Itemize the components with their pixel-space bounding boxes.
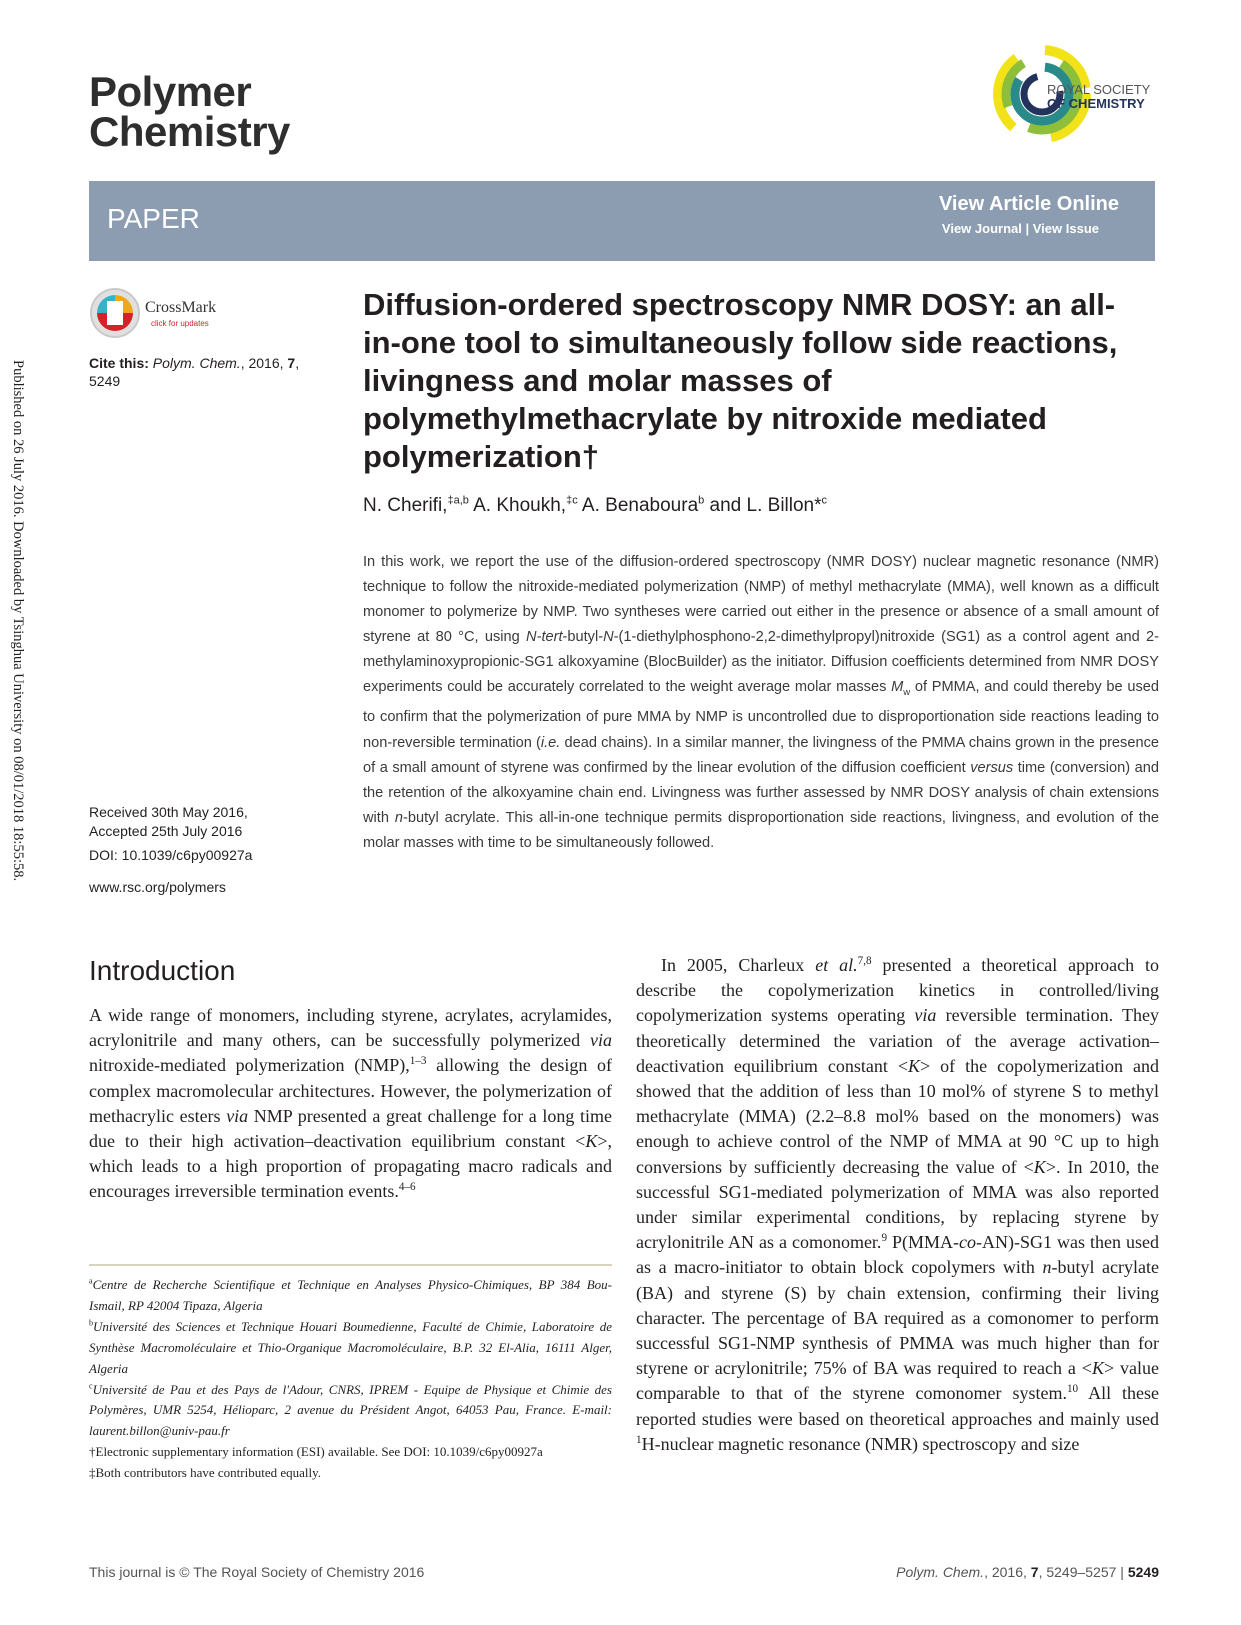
body-italic: et al. [815, 955, 858, 975]
footer-journal: Polym. Chem. [896, 1564, 985, 1580]
body-text: >, which leads to a high proportion of propagating macro radicals and encourages irreversible termination events. [89, 1131, 612, 1202]
body-italic: n [1042, 1257, 1052, 1278]
abstract-italic: i.e. [540, 734, 561, 751]
view-journal-link[interactable]: View Journal [941, 221, 1022, 236]
crossmark-sublabel: click for updates [151, 319, 209, 328]
footnote-divider [89, 1264, 612, 1266]
footnote-marker: c [89, 1381, 93, 1391]
footer-citation [896, 1564, 1159, 1580]
abstract-text: -butyl acrylate. This all-in-one technique permits disproportionation side reactions, livingness, and evolution of the molar masses with time to be simultaneously followed. [363, 809, 1159, 851]
received-date: Received 30th May 2016, [89, 804, 248, 820]
abstract-italic: N-tert [526, 629, 563, 646]
footnote-affiliation-c [89, 1380, 612, 1443]
footnote-text: Centre de Recherche Scientifique et Technique en Analyses Physico-Chimiques, BP 384 Bou-Ismail, RP 42004 Tipaza, Algeria [89, 1277, 612, 1313]
rsc-logo[interactable] [990, 42, 1150, 152]
citation-ref[interactable]: 4–6 [398, 1181, 416, 1194]
footer-pages: , 5249–5257 [1038, 1564, 1117, 1580]
body-text: presented a theoretical approach to describe the copolymerization kinetics in controlled/living copolymerization systems operating [636, 955, 1159, 1026]
footnote-equal-contribution: ‡Both contributors have contributed equally. [89, 1465, 322, 1481]
abstract-text: -(1-diethylphosphono-2,2-dimethylpropyl)nitroxide (SG1) as a control agent and 2-methylaminoxypropionic-SG1 alkoxyamine (BlocBuilder) as the initiator. Diffusion coefficients determined from NMR DOSY experiments could be accurately correlated to the weight average molar masses [363, 629, 1159, 696]
abstract-text: dead chains). In a similar manner, the livingness of the PMMA chains grown in the presence of a small amount of styrene was confirmed by the linear evolution of the diffusion coefficient [363, 734, 1159, 776]
publication-side-note [0, 360, 28, 980]
publication-side-note-text: Published on 26 July 2016. Downloaded by Tsinghua University on 08/01/2018 18:55:58. [10, 360, 26, 882]
body-italic: K [1033, 1156, 1046, 1177]
body-italic: K [1091, 1358, 1104, 1379]
author-4-affil: c [821, 494, 828, 507]
journal-title-line1: Polymer [89, 68, 252, 115]
rsc-logo-line2: OF CHEMISTRY [1047, 96, 1145, 111]
footnote-text: Université des Sciences et Technique Houari Boumedienne, Faculté de Chimie, Laboratoire de Synthèse Macromoléculaire et Thio-Organique Macromoléculaire, B.P. 32 El-Alia, 16111 Alger, Algeria [89, 1318, 612, 1376]
author-2-affil: ‡c [566, 494, 578, 507]
body-text: A wide range of monomers, including styrene, acrylates, acrylamides, acrylonitrile and many others, can be successfully polymerized [89, 1005, 612, 1051]
article-type-label: PAPER [107, 203, 200, 234]
abstract-text: of PMMA, and could thereby be used to confirm that the polymerization of pure MMA by NMP is uncontrolled due to disproportionation side reactions leading to non-reversible termination ( [363, 679, 1159, 751]
journal-web-link[interactable]: www.rsc.org/polymers [89, 879, 226, 895]
footnote-text: Université de Pau et des Pays de l'Adour, CNRS, IPREM - Equipe de Physique et Chimie des Polymères, UMR 5254, Hélioparc, 2 avenue du Président Angot, 64053 Pau, France. E-mail: laurent.billon@univ-pau.fr [89, 1381, 612, 1439]
section-heading-introduction: Introduction [89, 955, 236, 986]
footer-separator: | [1116, 1564, 1128, 1580]
author-3-affil: b [698, 494, 705, 507]
cite-year: , 2016, [240, 355, 288, 371]
rsc-logo-line1: ROYAL SOCIETY [1047, 82, 1150, 97]
footer-page-number: 5249 [1127, 1564, 1159, 1580]
accepted-date: Accepted 25th July 2016 [89, 823, 243, 839]
body-italic: via [226, 1105, 249, 1126]
view-article-online-link[interactable]: View Article Online [938, 193, 1119, 215]
abstract-italic: versus [970, 759, 1014, 776]
body-text: reversible termination. They theoretically determined the variation of the average activation–deactivation equilibrium constant < [636, 1005, 1159, 1076]
footer-volume: 7 [1030, 1564, 1039, 1580]
body-text: > of the copolymerization and showed that the addition of less than 10 mol% of styrene S to methyl methacrylate (MMA) (2.2–8.8 mol% based on the monomers) was enough to achieve control of the NMP of MMA at 90 °C up to high conversions by sufficiently decreasing the value of < [636, 1055, 1159, 1177]
footnote-marker: a [89, 1276, 93, 1286]
body-italic: co [959, 1232, 977, 1253]
cite-prefix: Cite this: [89, 355, 149, 371]
body-text: P(MMA- [887, 1232, 960, 1253]
citation-ref[interactable]: 1–3 [409, 1055, 427, 1068]
cite-volume: 7 [287, 355, 296, 371]
author-1-affil: ‡a,b [447, 494, 469, 507]
body-text: NMP presented a great challenge for a long time due to their high activation–deactivation equilibrium constant < [89, 1105, 612, 1152]
body-text: > value comparable to that of the styrene comonomer system. [636, 1358, 1160, 1404]
body-italic: via [590, 1030, 612, 1051]
footnote-affiliation-a [89, 1275, 612, 1317]
cite-page: 5249 [89, 373, 121, 389]
view-issue-link[interactable]: View Issue [1032, 221, 1099, 236]
body-text: allowing the design of complex macromolecular architectures. However, the polymerization of methacrylic esters [89, 1055, 612, 1126]
footnote-affiliation-b [89, 1317, 612, 1380]
abstract-italic: n [394, 809, 404, 826]
article-title: Diffusion-ordered spectroscopy NMR DOSY: an all-in-one tool to simultaneously follow side reactions, livingness and molar masses of polymethylmethacrylate by nitroxide mediated polymerization† [363, 287, 1118, 474]
cite-sep: , [295, 355, 300, 371]
author-3: A. Benaboura [577, 495, 699, 516]
journal-title [89, 68, 290, 155]
abstract-italic: N [603, 629, 614, 646]
crossmark-label: CrossMark [145, 299, 217, 316]
abstract-text: In this work, we report the use of the diffusion-ordered spectroscopy (NMR DOSY) nuclear magnetic resonance (NMR) technique to follow the nitroxide-mediated polymerization (NMP) of methyl methacrylate (MMA), well known as a difficult monomer to polymerize by NMP. Two syntheses were carried out either in the presence or absence of a small amount of styrene at 80 °C, using [363, 554, 1159, 646]
crossmark-badge[interactable] [89, 287, 229, 339]
citation-ref[interactable]: 10 [1066, 1383, 1079, 1396]
view-links-separator: | [1025, 221, 1030, 236]
author-1: N. Cherifi, [363, 495, 448, 516]
rsc-logo-icon [990, 42, 1150, 152]
abstract [363, 550, 1159, 856]
body-text: All these reported studies were based on theoretical approaches and mainly used [636, 1383, 1159, 1429]
body-italic: K [908, 1055, 921, 1076]
doi[interactable]: DOI: 10.1039/c6py00927a [89, 847, 253, 863]
intro-right-column [636, 953, 1159, 1457]
body-text: H-nuclear magnetic resonance (NMR) spectroscopy and size [641, 1433, 1080, 1454]
abstract-text: time (conversion) and the retention of the alkoxyamine chain end. Livingness was further assessed by NMR DOSY analysis of chain extensions with [363, 759, 1159, 826]
author-4: and L. Billon* [704, 495, 822, 516]
journal-title-line2: Chemistry [89, 108, 290, 155]
body-italic: K [585, 1131, 598, 1152]
author-list [363, 495, 827, 517]
abstract-italic: M [891, 679, 904, 696]
cite-this [89, 354, 319, 390]
view-links [942, 221, 1099, 236]
footnote-esi: †Electronic supplementary information (ESI) available. See DOI: 10.1039/c6py00927a [89, 1444, 543, 1460]
body-text: >. In 2010, the successful SG1-mediated polymerization of MMA was also reported under similar experimental conditions, by replacing styrene by acrylonitrile AN as a comonomer. [636, 1156, 1159, 1253]
body-italic: via [914, 1005, 937, 1026]
received-dates [89, 803, 248, 841]
body-text: In 2005, Charleux [661, 955, 816, 975]
intro-left-column [89, 1003, 612, 1205]
citation-ref[interactable]: 9 [881, 1232, 888, 1245]
body-text: -butyl acrylate (BA) and styrene (S) by chain extension, confirming their living character. The percentage of BA required as a comonomer to perform successful SG1-NMP synthesis of PMMA was much higher than for styrene or acrylonitrile; 75% of BA was required to reach a < [636, 1257, 1160, 1379]
body-text: nitroxide-mediated polymerization (NMP), [89, 1055, 410, 1076]
footer-year: , 2016, [984, 1564, 1031, 1580]
footnote-marker: b [89, 1318, 94, 1328]
citation-ref[interactable]: 7,8 [857, 955, 872, 967]
author-2: A. Khoukh, [468, 495, 567, 516]
cite-journal: Polym. Chem. [152, 355, 241, 371]
abstract-text: -butyl- [562, 629, 604, 646]
superscript: 1 [636, 1433, 642, 1446]
paper-banner [89, 181, 1155, 261]
abstract-subscript: w [903, 687, 911, 699]
crossmark-icon [89, 287, 141, 339]
footnotes [89, 1275, 612, 1484]
body-text: -AN)-SG1 was then used as a macro-initiator to obtain block copolymers with [636, 1232, 1159, 1278]
footer-copyright: This journal is © The Royal Society of Chemistry 2016 [89, 1564, 425, 1580]
